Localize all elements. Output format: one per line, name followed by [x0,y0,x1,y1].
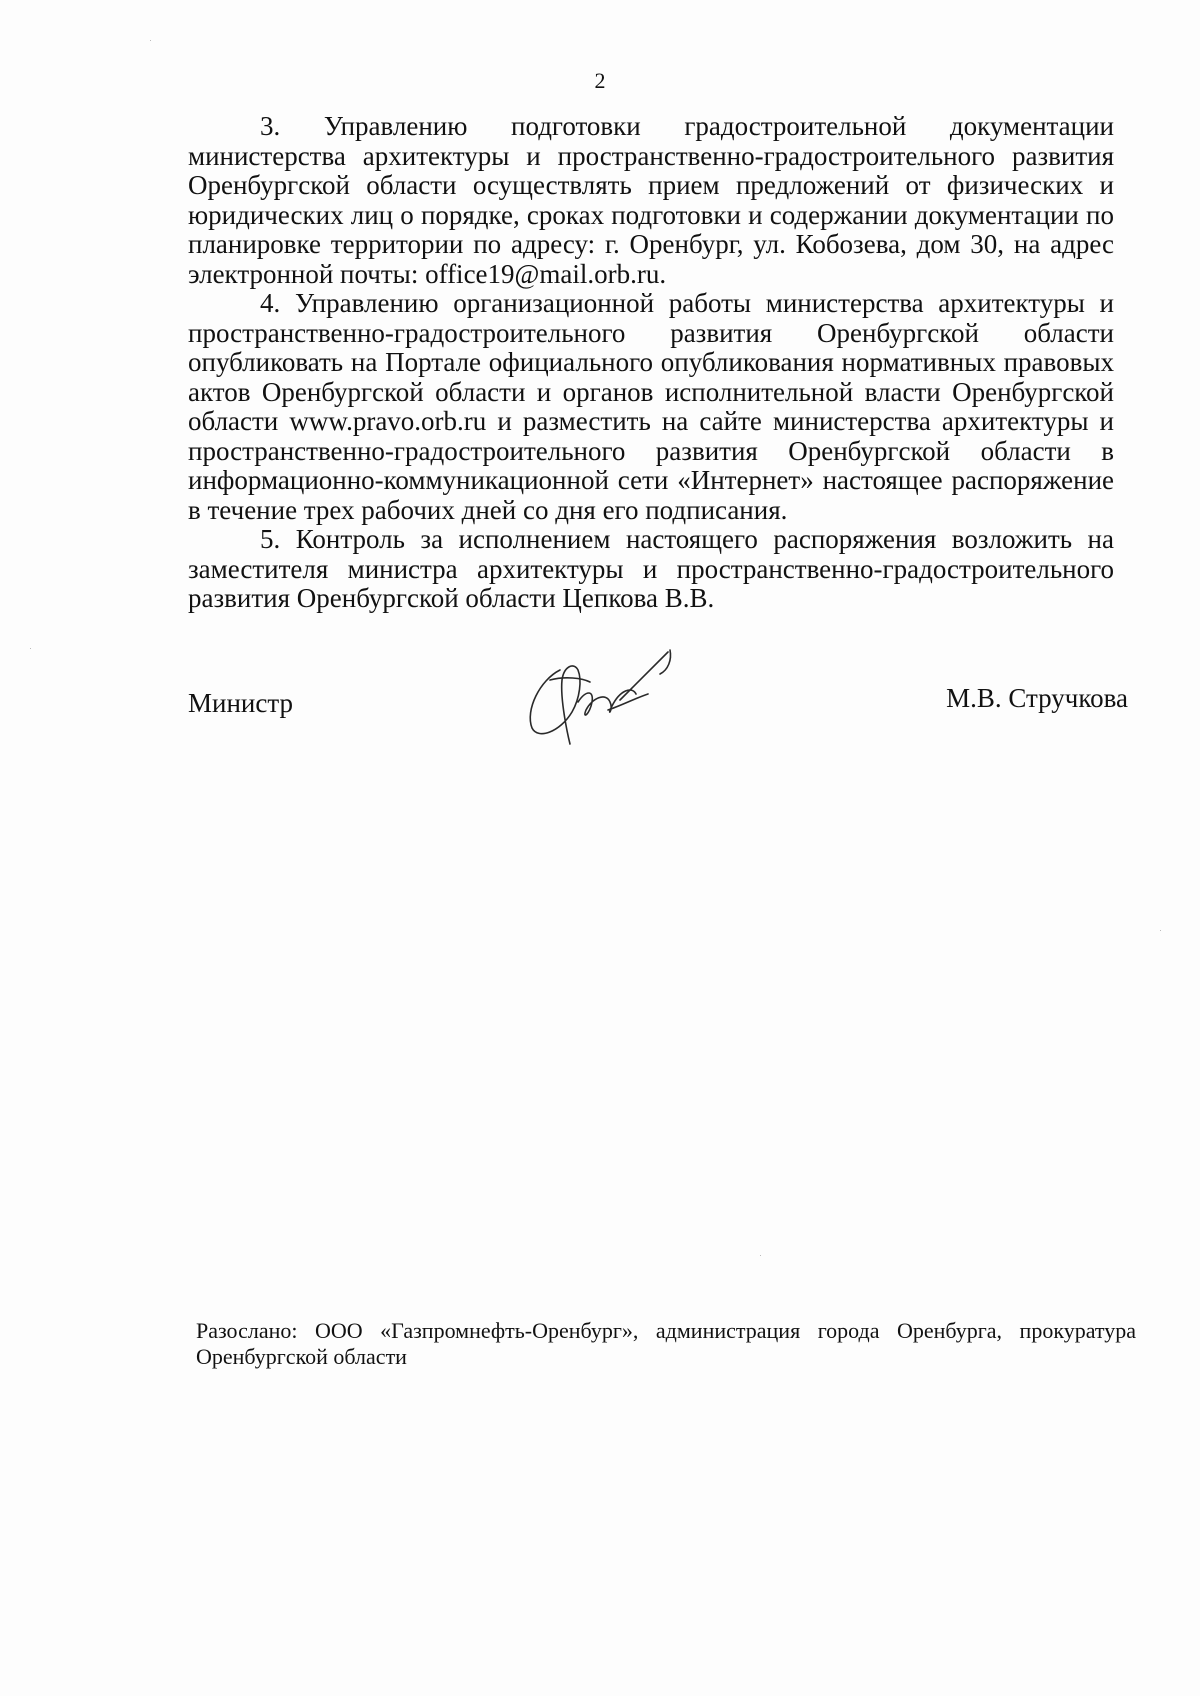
distribution-label: Разослано: [196,1318,316,1343]
paragraph-4: 4. Управлению организационной работы министерства архитектуры и пространственно-градостроительного развития Оренбургской области опубликовать на Портале официального опубликования нормативных правовых актов Оренбургской области и органов исполнительной власти Оренбургской области www.pravo.orb.ru и разместить на сайте министерства архитектуры и пространственно-градостроительного развития Оренбургской области в информационно-коммуникационной сети «Интернет» настоящее распоряжение в течение трех рабочих дней со дня его подписания. [188,288,1114,525]
page-number: 2 [594,68,606,93]
paragraph-5: 5. Контроль за исполнением настоящего распоряжения возложить на заместителя министра архитектуры и пространственно-градостроительного развития Оренбургской области Цепкова В.В. [188,524,1114,613]
distribution-list [196,1318,1136,1370]
scan-speck [1160,930,1161,931]
signatory-title: Министр [188,688,293,718]
signatory-name: М.В. Стручкова [946,683,1128,713]
document-body [188,112,1114,614]
paragraph-3: 3. Управлению подготовки градостроительной документации министерства архитектуры и пространственно-градостроительного развития Оренбургской области осуществлять прием предложений от физических и юридических лиц о порядке, сроках подготовки и содержании документации по планировке территории по адресу: г. Оренбург, ул. Кобозева, дом 30, на адрес электронной почты: office19@mail.orb.ru. [188,111,1114,289]
handwritten-signature [520,640,680,750]
scan-speck [150,40,151,41]
scan-speck [760,1255,761,1256]
scan-speck [30,648,31,649]
signature-block [188,640,1128,750]
distribution-text: ООО «Газпромнефть-Оренбург», администрация города Оренбурга, прокуратура Оренбургской области [196,1318,1136,1369]
